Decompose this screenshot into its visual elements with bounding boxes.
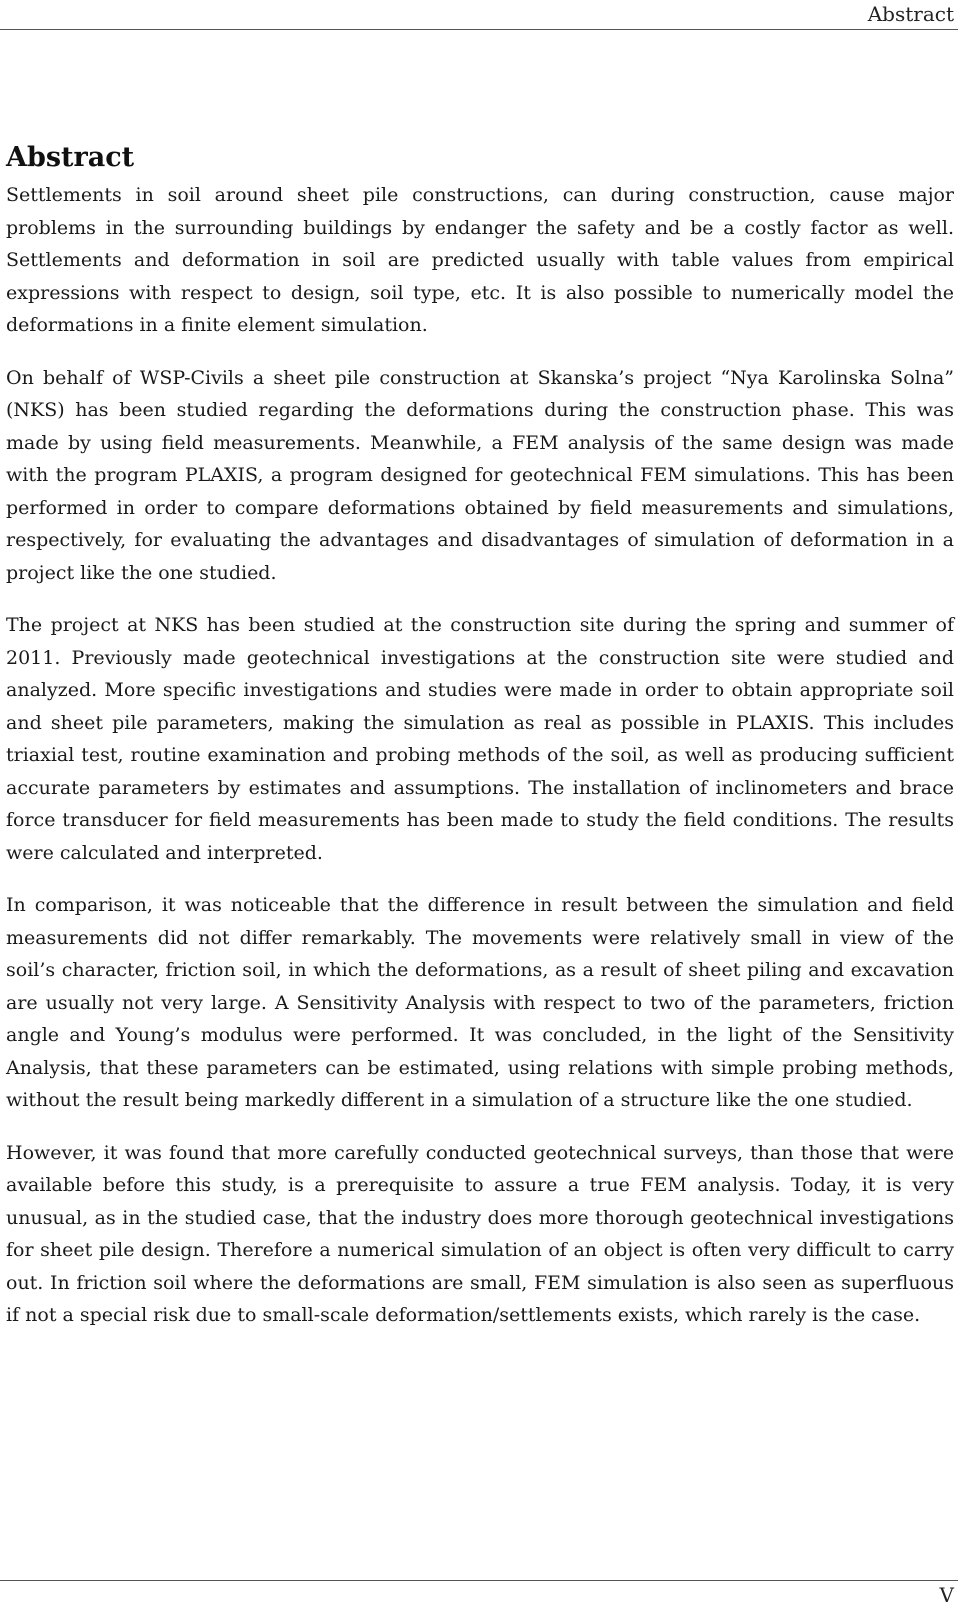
paragraph-5: However, it was found that more carefully conducted geotechnical surveys, than those that were available before this study, is a prerequisite to assure a true FEM analysis. Today, it is very unusual, as in the studied case, that the industry does more thorough geotechnical investigations for sheet pile design. Therefore a numerical simulation of an object is often very difficult to carry out. In friction soil where the deformations are small, FEM simulation is also seen as superfluous if not a special risk due to small-scale deformation/settlements exists, which rarely is the case. — [6, 1141, 954, 1326]
abstract-section — [6, 140, 954, 1352]
paragraph-1: Settlements in soil around sheet pile constructions, can during construction, cause major problems in the surrounding buildings by endanger the safety and be a costly factor as well. Settlements and deformation in soil are predicted usually with table values from empirical expressions with respect to design, soil type, etc. It is also possible to numerically model the deformations in a finite element simulation. — [6, 184, 954, 336]
running-header — [0, 0, 958, 30]
running-footer — [0, 1580, 958, 1608]
paragraph-2: On behalf of WSP-Civils a sheet pile construction at Skanska’s project “Nya Karolinska Solna” (NKS) has been studied regarding the deformations during the construction phase. This was made by using field measurements. Meanwhile, a FEM analysis of the same design was made with the program PLAXIS, a program designed for geotechnical FEM simulations. This has been performed in order to compare deformations obtained by field measurements and simulations, respectively, for evaluating the advantages and disadvantages of simulation of deformation in a project like the one studied. — [6, 366, 954, 584]
paragraph-3: The project at NKS has been studied at the construction site during the spring and summer of 2011. Previously made geotechnical investigations at the construction site were studied and analyzed. More specific investigations and studies were made in order to obtain appropriate soil and sheet pile parameters, making the simulation as real as possible in PLAXIS. This includes triaxial test, routine examination and probing methods of the soil, as well as producing sufficient accurate parameters by estimates and assumptions. The installation of inclinometers and brace force transducer for field measurements has been made to study the field conditions. The results were calculated and interpreted. — [6, 614, 954, 864]
running-header-title: Abstract — [867, 2, 954, 26]
page-number: V — [939, 1583, 954, 1607]
paragraph-4: In comparison, it was noticeable that the difference in result between the simulation and field measurements did not differ remarkably. The movements were relatively small in view of the soil’s character, friction soil, in which the deformations, as a result of sheet piling and excavation are usually not very large. A Sensitivity Analysis with respect to two of the parameters, friction angle and Young’s modulus were performed. It was concluded, in the light of the Sensitivity Analysis, that these parameters can be estimated, using relations with simple probing methods, without the result being markedly different in a simulation of a structure like the one studied. — [6, 894, 954, 1111]
section-title: Abstract — [6, 142, 135, 173]
